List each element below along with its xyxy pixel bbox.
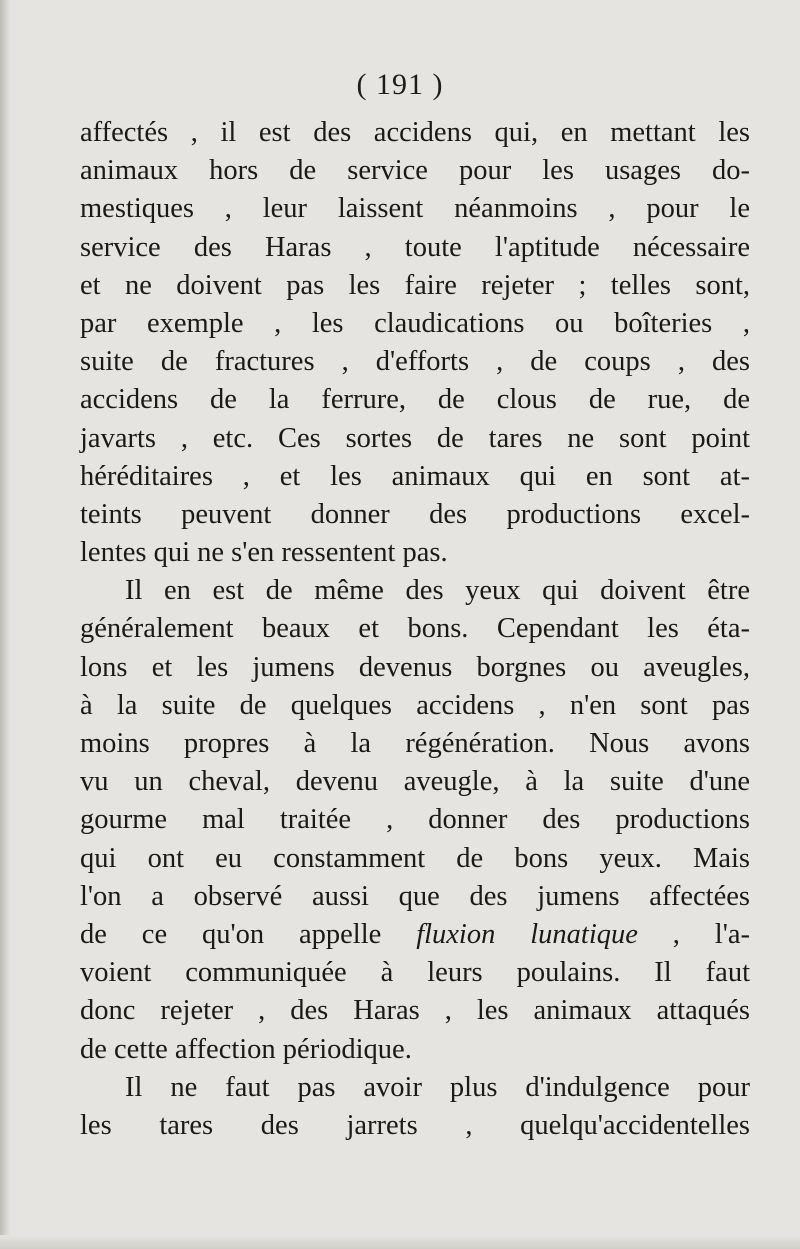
text-line: animaux hors de service pour les usages do- — [80, 155, 750, 187]
text-line: service des Haras , toute l'aptitude nécessaire — [80, 231, 750, 263]
text-line: qui ont eu constamment de bons yeux. Mais — [80, 842, 750, 874]
page-number: ( 191 ) — [356, 68, 444, 101]
text-line: voient communiquée à leurs poulains. Il faut — [80, 957, 750, 989]
text-line: gourme mal traitée , donner des productions — [80, 804, 750, 836]
scan-edge-left — [0, 0, 10, 1249]
text-line: affectés , il est des accidens qui, en mettant les — [80, 117, 750, 148]
paragraph-2 — [80, 572, 750, 1068]
text-line: généralement beaux et bons. Cependant les éta- — [80, 613, 750, 645]
scan-edge-bottom — [0, 1235, 800, 1249]
text-line: Il en est de même des yeux qui doivent être — [125, 575, 750, 607]
text-line: l'on a observé aussi que des jumens affectées — [80, 880, 750, 912]
text-fragment: , l'a- — [637, 918, 750, 950]
text-line: accidens de la ferrure, de clous de rue, de — [80, 384, 750, 416]
text-line: héréditaires , et les animaux qui en sont at- — [80, 460, 750, 492]
body-text — [80, 114, 750, 1145]
text-line: vu un cheval, devenu aveugle, à la suite d'une — [80, 766, 750, 798]
text-line: et ne doivent pas les faire rejeter ; telles sont, — [80, 269, 750, 301]
text-line: à la suite de quelques accidens , n'en sont pas — [80, 689, 750, 721]
text-line-with-italic — [80, 916, 750, 954]
text-line: donc rejeter , des Haras , les animaux attaqués — [80, 995, 750, 1027]
paragraph-3 — [80, 1069, 750, 1145]
text-line: mestiques , leur laissent néanmoins , pour le — [80, 193, 750, 225]
text-fragment: de ce qu'on appelle — [80, 918, 417, 950]
text-line: de cette affection périodique. — [80, 1033, 412, 1065]
paragraph-1 — [80, 114, 750, 572]
text-line: Il ne faut pas avoir plus d'indulgence pour — [125, 1071, 750, 1103]
text-line: par exemple , les claudications ou boîteries , — [80, 307, 750, 339]
text-line: suite de fractures , d'efforts , de coups , des — [80, 346, 750, 378]
text-line: les tares des jarrets , quelqu'accidentelles — [80, 1109, 750, 1141]
italic-term: fluxion lunatique — [416, 918, 638, 950]
text-line: teints peuvent donner des productions excel- — [80, 498, 750, 530]
text-line: javarts , etc. Ces sortes de tares ne sont point — [80, 422, 750, 454]
text-line: moins propres à la régénération. Nous avons — [80, 728, 750, 759]
text-line: lentes qui ne s'en ressentent pas. — [80, 537, 448, 569]
text-line: lons et les jumens devenus borgnes ou aveugles, — [80, 651, 750, 683]
